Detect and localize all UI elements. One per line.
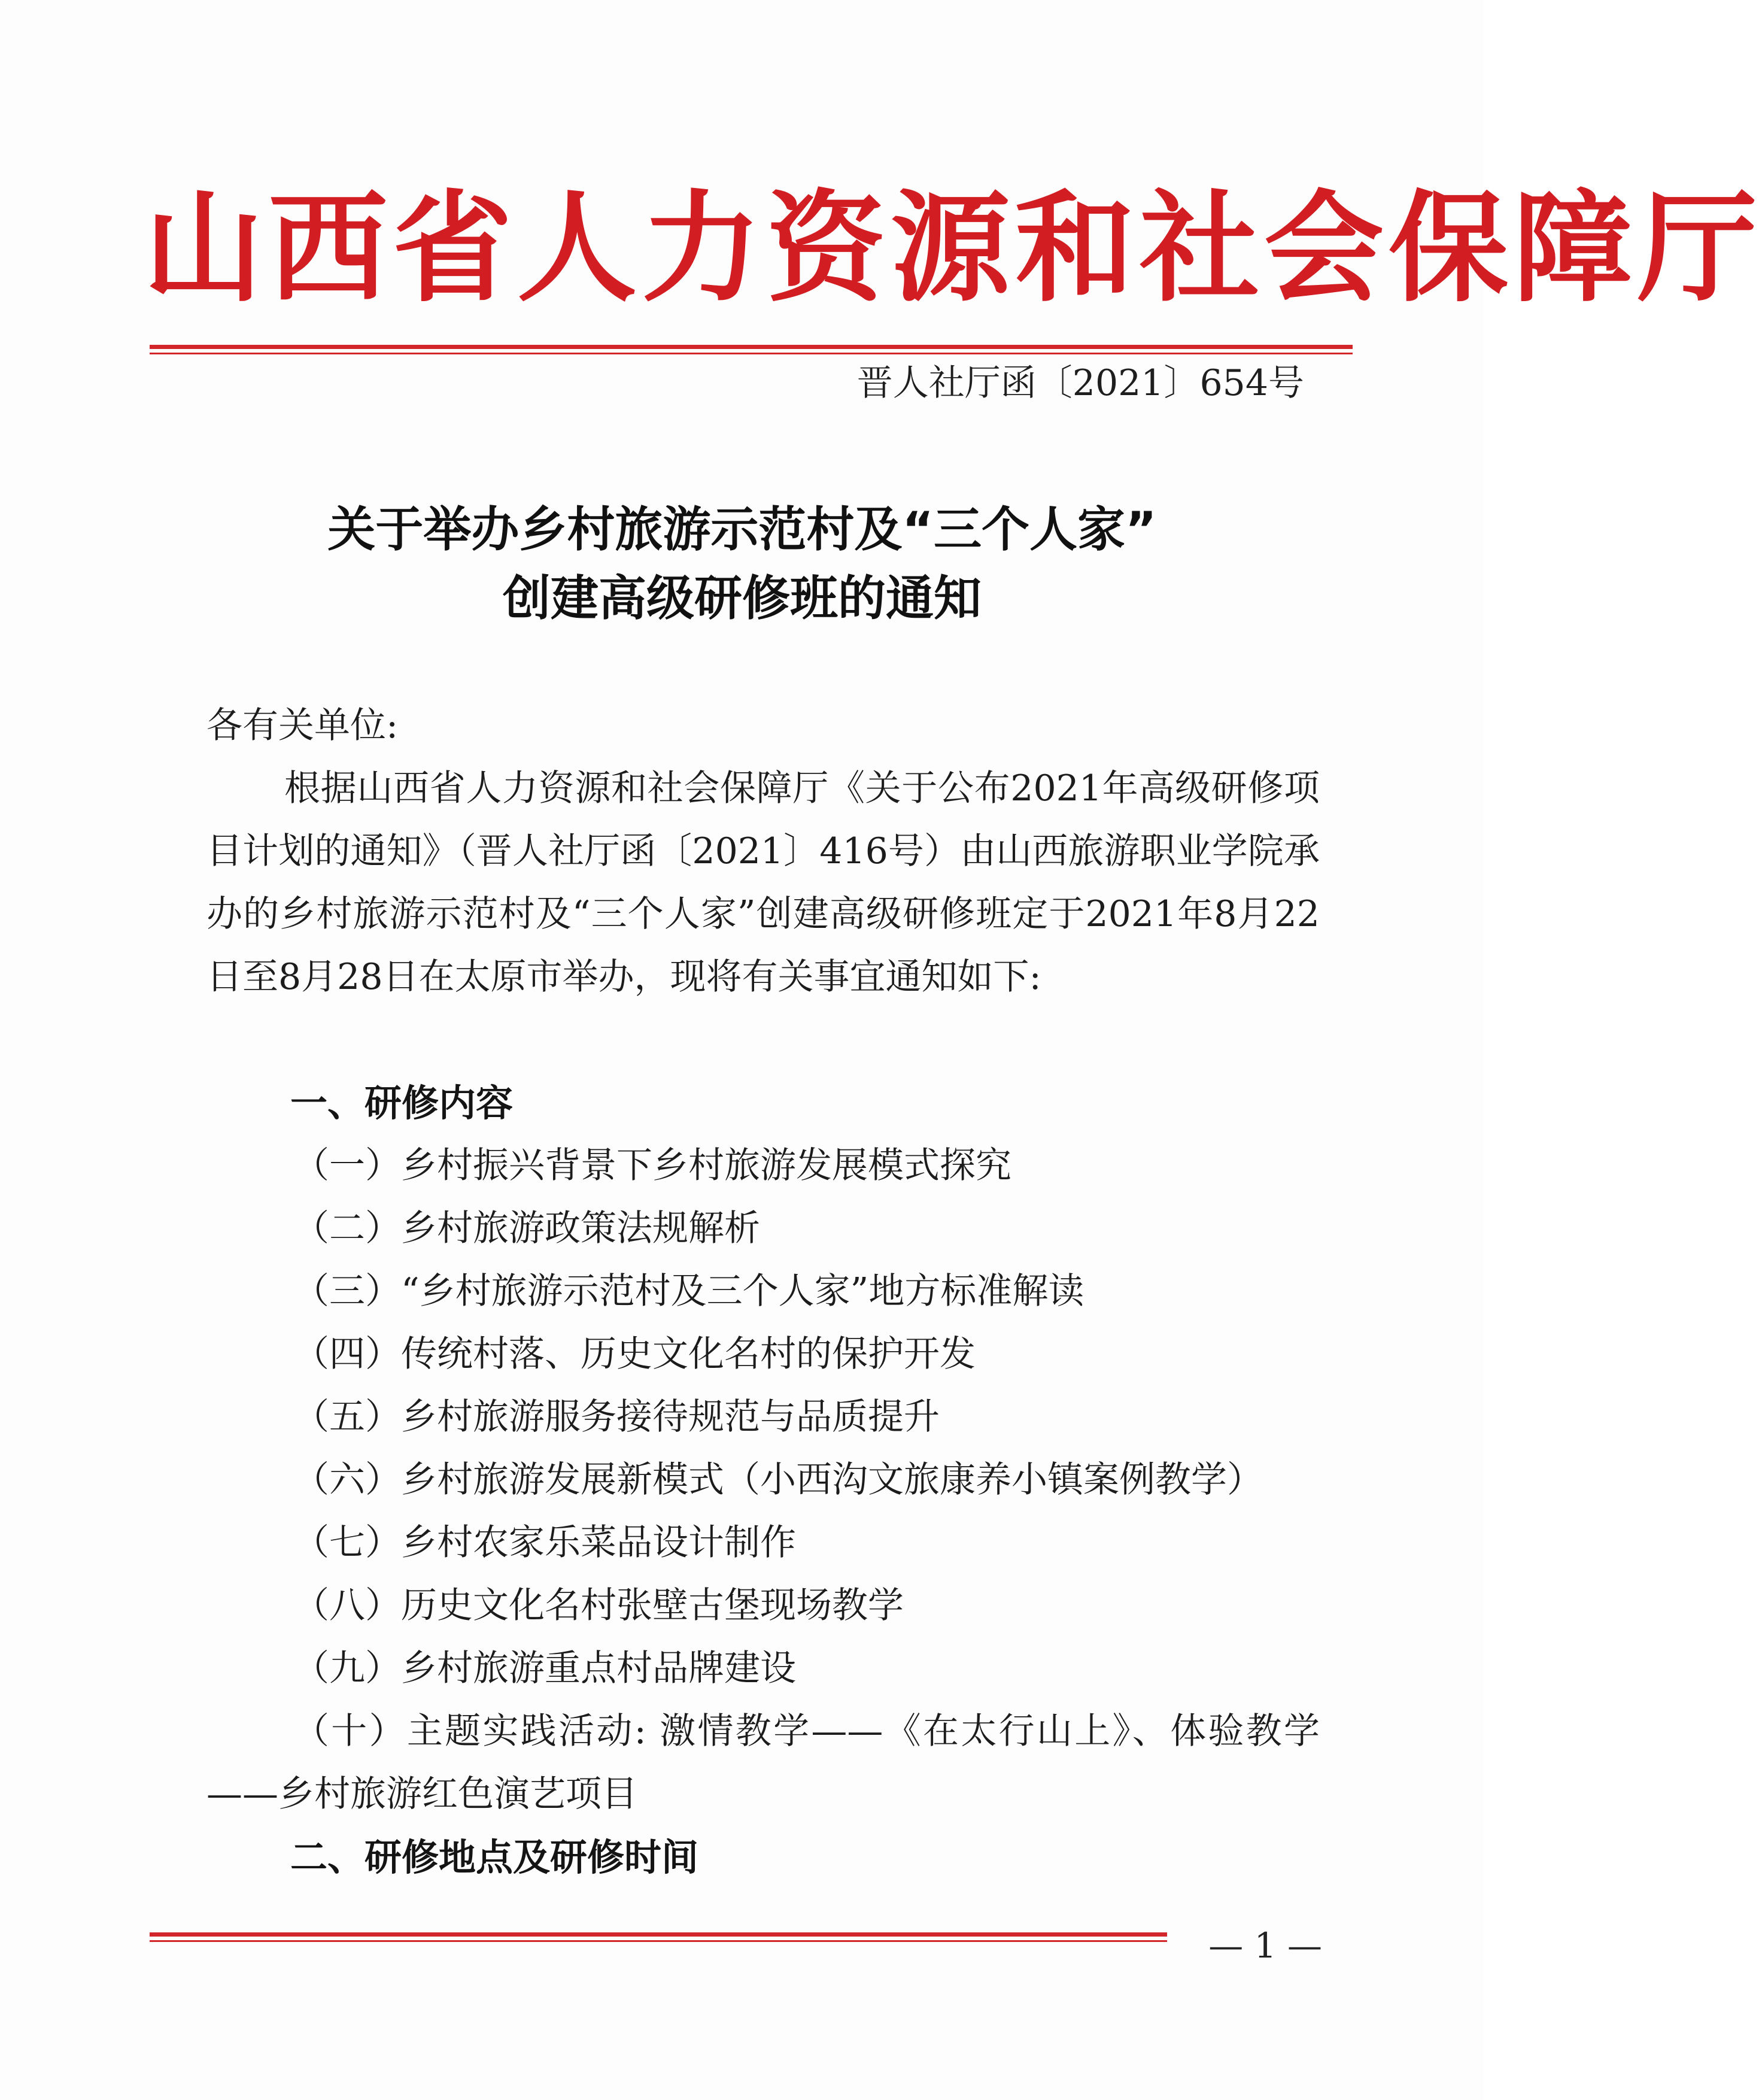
document-number: 晋人社厅函〔2021〕654号	[856, 362, 1304, 404]
notice-title-line-1: 关于举办乡村旅游示范村及“三个人家”	[327, 502, 1157, 557]
content-item-10	[206, 1700, 1320, 1826]
content-item-3: （三）“乡村旅游示范村及三个人家”地方标准解读	[293, 1270, 1084, 1312]
section-heading-content: 一、研修内容	[290, 1081, 514, 1125]
content-item-6: （六）乡村旅游发展新模式（小西沟文旅康养小镇案例教学）	[293, 1459, 1263, 1501]
header-rule-thick	[150, 345, 1353, 349]
intro-paragraph	[206, 757, 1320, 1009]
content-item-2: （二）乡村旅游政策法规解析	[293, 1207, 760, 1249]
section-heading-location-time: 二、研修地点及研修时间	[290, 1835, 699, 1879]
content-item-7: （七）乡村农家乐菜品设计制作	[293, 1522, 796, 1564]
footer-rule-thin	[150, 1940, 1167, 1942]
content-item-8: （八）历史文化名村张壁古堡现场教学	[293, 1585, 904, 1626]
header-rule-thin	[150, 353, 1353, 354]
content-item-9: （九）乡村旅游重点村品牌建设	[293, 1647, 796, 1689]
content-item-1: （一）乡村振兴背景下乡村旅游发展模式探究	[293, 1145, 1011, 1186]
salutation	[206, 694, 1320, 757]
intro-text: 根据山西省人力资源和社会保障厅《关于公布2021年高级研修项目计划的通知》（晋人社厅函〔2021〕416号）由山西旅游职业学院承办的乡村旅游示范村及“三个人家”创建高级研修班定于2021年8月22日至8月28日在太原市举办，现将有关事宜通知如下:	[206, 767, 1320, 998]
salutation-text: 各有关单位:	[206, 705, 399, 746]
content-item-10-text: （十）主题实践活动: 激情教学——《在太行山上》、体验教学——乡村旅游红色演艺项目	[206, 1710, 1320, 1815]
content-item-5: （五）乡村旅游服务接待规范与品质提升	[293, 1396, 940, 1438]
notice-title-line-2: 创建高级研修班的通知	[503, 570, 982, 626]
content-item-4: （四）传统村落、历史文化名村的保护开发	[293, 1333, 976, 1375]
page-number: — 1 —	[1208, 1925, 1322, 1966]
footer-rule-thick	[150, 1932, 1167, 1937]
agency-letterhead: 山西省人力资源和社会保障厅	[144, 178, 1762, 318]
